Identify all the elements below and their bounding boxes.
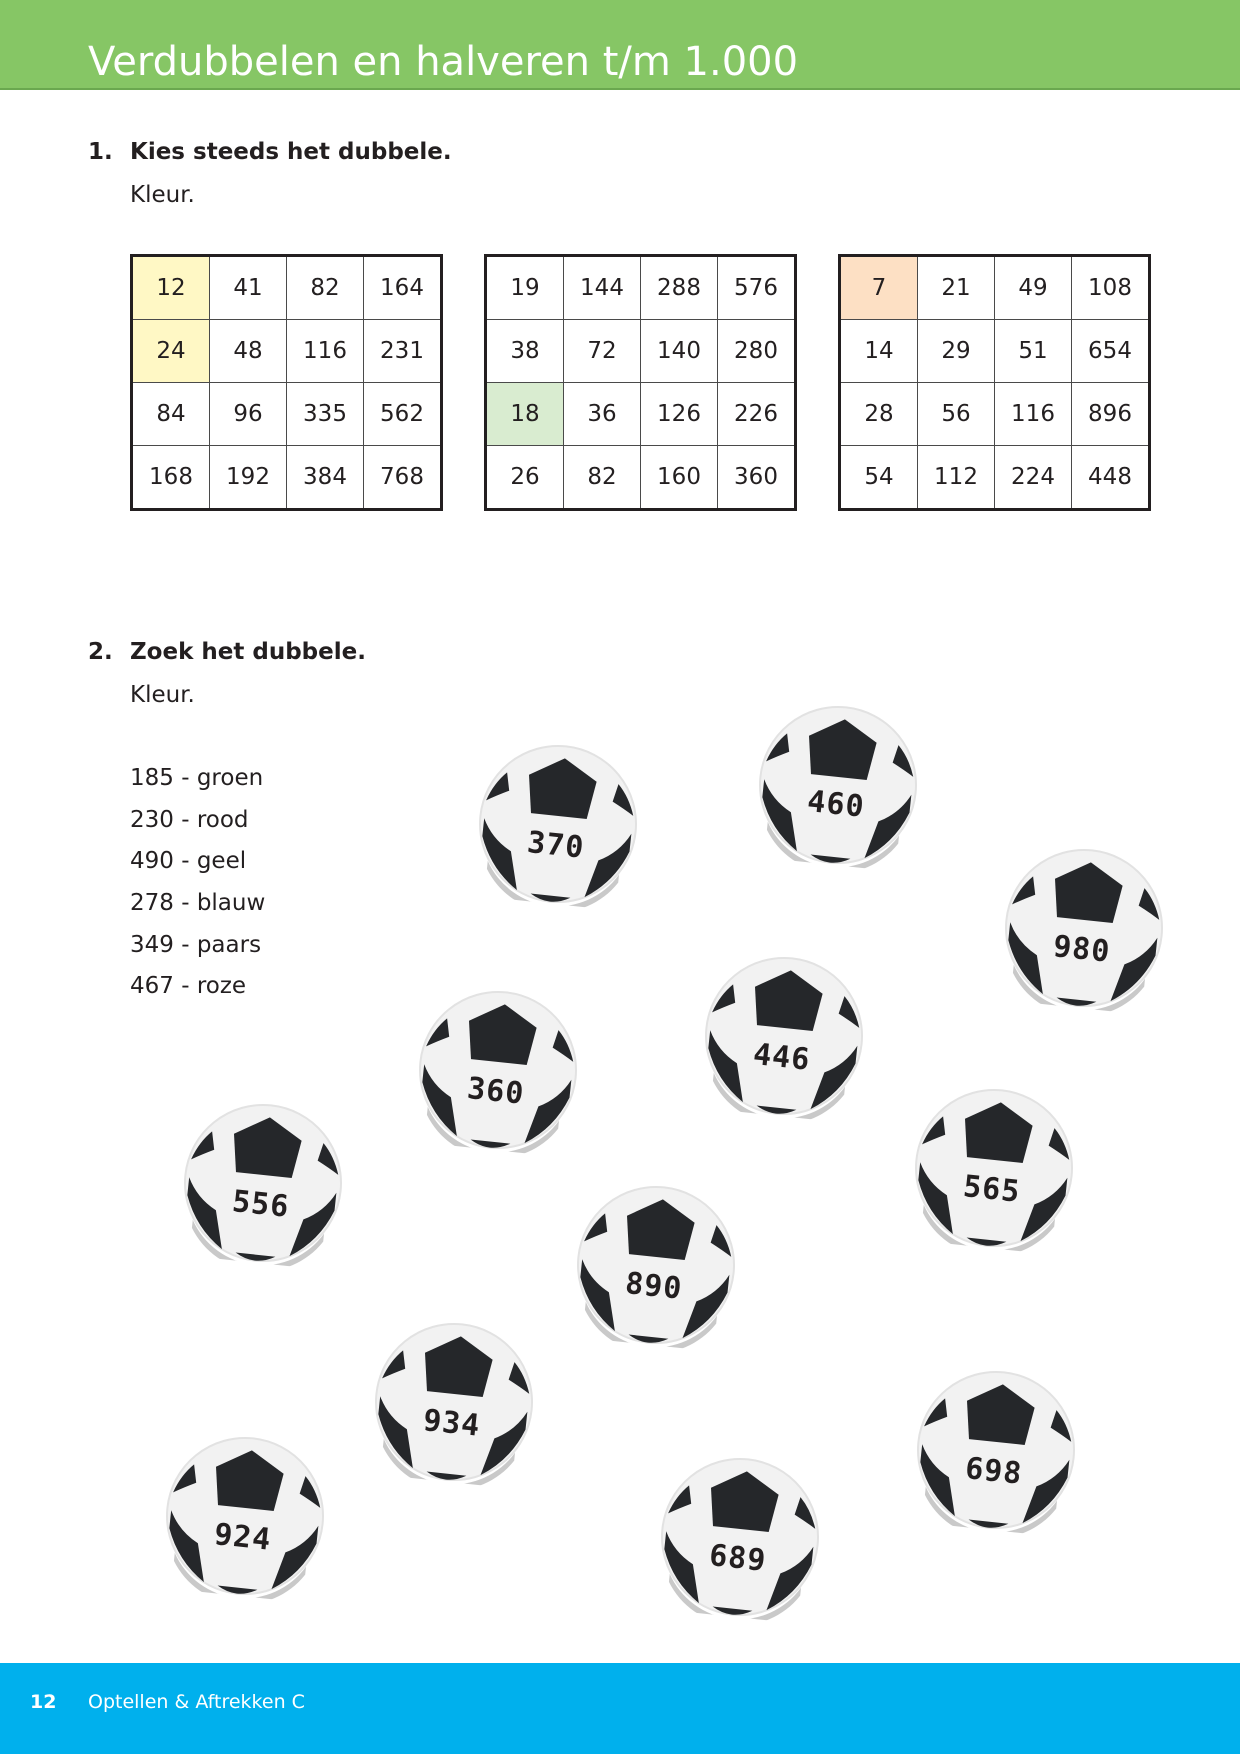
legend-item: 185 - groen	[130, 765, 264, 791]
grid-row	[840, 256, 1150, 320]
ball-number: 980	[1051, 928, 1113, 970]
grid-cell[interactable]: 224	[995, 446, 1072, 510]
page-title: Verdubbelen en halveren t/m 1.000	[88, 39, 799, 85]
grid-cell[interactable]: 51	[995, 320, 1072, 383]
grid-cell[interactable]: 41	[210, 256, 287, 320]
grid-cell[interactable]: 54	[840, 446, 918, 510]
legend-item: 230 - rood	[130, 807, 249, 833]
ball-number: 556	[230, 1183, 292, 1225]
grid-cell[interactable]: 24	[132, 320, 210, 383]
exercise-1-title: Kies steeds het dubbele.	[130, 139, 452, 165]
ball-number: 565	[961, 1168, 1023, 1210]
grid-row	[132, 256, 442, 320]
grid-cell[interactable]: 48	[210, 320, 287, 383]
ball-number: 890	[623, 1265, 685, 1307]
soccer-ball[interactable]	[157, 1428, 333, 1604]
soccer-ball[interactable]	[652, 1449, 828, 1625]
grid-row	[132, 383, 442, 446]
ball-number: 698	[963, 1450, 1025, 1492]
grid-row	[486, 256, 796, 320]
grid-row	[486, 383, 796, 446]
soccer-ball[interactable]	[908, 1362, 1084, 1538]
grid-cell[interactable]: 654	[1072, 320, 1150, 383]
grid-cell[interactable]: 12	[132, 256, 210, 320]
grid-cell[interactable]: 562	[364, 383, 442, 446]
grid-cell[interactable]: 26	[486, 446, 564, 510]
soccer-ball[interactable]	[568, 1177, 744, 1353]
soccer-ball[interactable]	[750, 697, 926, 873]
soccer-ball[interactable]	[175, 1095, 351, 1271]
legend-item: 467 - roze	[130, 973, 247, 999]
legend-item: 278 - blauw	[130, 890, 266, 916]
grid-cell[interactable]: 82	[287, 256, 364, 320]
grid-cell[interactable]: 14	[840, 320, 918, 383]
exercise-2-number: 2.	[88, 639, 113, 665]
grid-cell[interactable]: 82	[564, 446, 641, 510]
grid-cell[interactable]: 112	[918, 446, 995, 510]
legend-item: 490 - geel	[130, 848, 247, 874]
ball-number: 689	[707, 1537, 769, 1579]
grid-row	[132, 446, 442, 510]
soccer-ball[interactable]	[366, 1314, 542, 1490]
soccer-ball[interactable]	[410, 982, 586, 1158]
grid-row	[840, 320, 1150, 383]
book-title: Optellen & Aftrekken C	[88, 1691, 305, 1713]
soccer-ball[interactable]	[470, 736, 646, 912]
grid-row	[840, 446, 1150, 510]
grid-cell[interactable]: 7	[840, 256, 918, 320]
grid-cell[interactable]: 280	[718, 320, 796, 383]
grid-cell[interactable]: 768	[364, 446, 442, 510]
grid-cell[interactable]: 28	[840, 383, 918, 446]
soccer-ball[interactable]	[996, 840, 1172, 1016]
grid-row	[132, 320, 442, 383]
grid-cell[interactable]: 384	[287, 446, 364, 510]
grid-cell[interactable]: 226	[718, 383, 796, 446]
grid-cell[interactable]: 72	[564, 320, 641, 383]
grid-cell[interactable]: 288	[641, 256, 718, 320]
exercise-2-instruction: Kleur.	[130, 682, 195, 708]
grid-cell[interactable]: 56	[918, 383, 995, 446]
grid-cell[interactable]: 29	[918, 320, 995, 383]
soccer-ball[interactable]	[906, 1080, 1082, 1256]
grid-cell[interactable]: 19	[486, 256, 564, 320]
page-number: 12	[30, 1691, 57, 1713]
legend-item: 349 - paars	[130, 932, 262, 958]
exercise-1-number: 1.	[88, 139, 113, 165]
grid-cell[interactable]: 96	[210, 383, 287, 446]
number-grid-1	[130, 254, 443, 511]
grid-cell[interactable]: 116	[287, 320, 364, 383]
ball-number: 446	[751, 1036, 813, 1078]
grid-row	[486, 320, 796, 383]
ball-number: 360	[465, 1070, 527, 1112]
grid-cell[interactable]: 126	[641, 383, 718, 446]
grid-cell[interactable]: 18	[486, 383, 564, 446]
grid-cell[interactable]: 335	[287, 383, 364, 446]
grid-cell[interactable]: 38	[486, 320, 564, 383]
grid-cell[interactable]: 576	[718, 256, 796, 320]
ball-number: 460	[805, 784, 867, 825]
grid-cell[interactable]: 448	[1072, 446, 1150, 510]
exercise-1-instruction: Kleur.	[130, 182, 195, 208]
grid-cell[interactable]: 116	[995, 383, 1072, 446]
grid-cell[interactable]: 84	[132, 383, 210, 446]
grid-cell[interactable]: 49	[995, 256, 1072, 320]
grid-cell[interactable]: 140	[641, 320, 718, 383]
grid-cell[interactable]: 231	[364, 320, 442, 383]
grid-cell[interactable]: 164	[364, 256, 442, 320]
grid-cell[interactable]: 192	[210, 446, 287, 510]
exercise-2-title: Zoek het dubbele.	[130, 639, 366, 665]
grid-cell[interactable]: 360	[718, 446, 796, 510]
grid-cell[interactable]: 108	[1072, 256, 1150, 320]
grid-cell[interactable]: 896	[1072, 383, 1150, 446]
grid-cell[interactable]: 144	[564, 256, 641, 320]
ball-number: 934	[421, 1402, 483, 1444]
grid-cell[interactable]: 36	[564, 383, 641, 446]
grid-cell[interactable]: 21	[918, 256, 995, 320]
number-grid-3	[838, 254, 1151, 511]
ball-number: 370	[525, 824, 587, 866]
number-grid-2	[484, 254, 797, 511]
grid-row	[486, 446, 796, 510]
ball-number: 924	[212, 1516, 274, 1558]
grid-cell[interactable]: 160	[641, 446, 718, 510]
soccer-ball[interactable]	[696, 948, 872, 1124]
grid-cell[interactable]: 168	[132, 446, 210, 510]
grid-row	[840, 383, 1150, 446]
